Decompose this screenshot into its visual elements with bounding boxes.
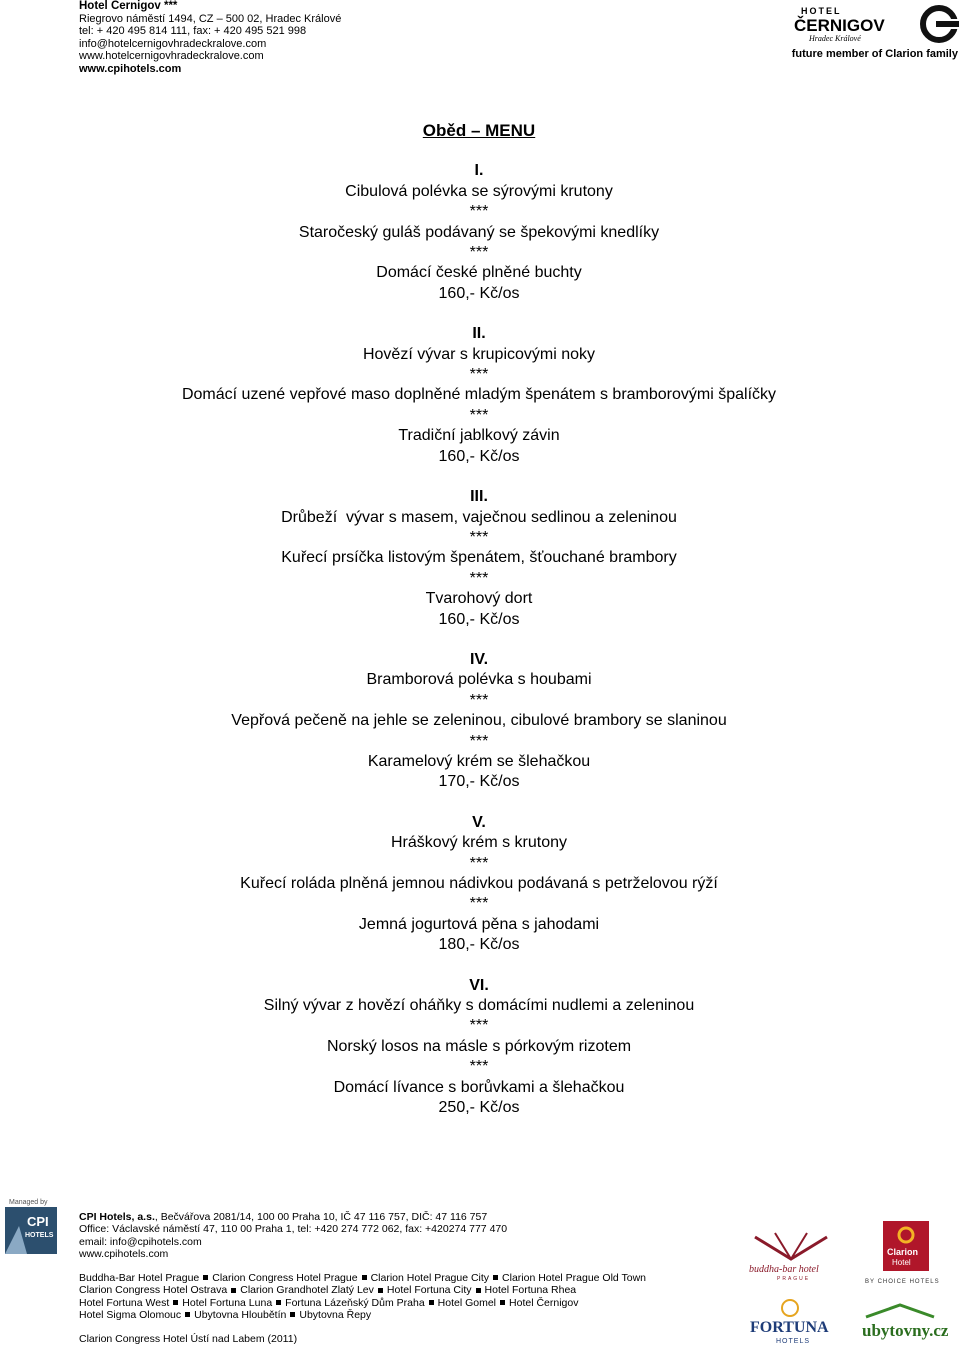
hotel-item: Fortuna Lázeňský Dům Praha bbox=[285, 1296, 425, 1309]
lunch-menu bbox=[0, 121, 958, 1138]
hotel-contact-block bbox=[79, 0, 341, 75]
separator: *** bbox=[469, 1058, 489, 1076]
bullet-icon bbox=[429, 1300, 434, 1305]
dessert: Tvarohový dort bbox=[425, 590, 533, 608]
main-course: Vepřová pečeně na jehle se zeleninou, cibulové brambory se slaninou bbox=[231, 712, 727, 730]
separator: *** bbox=[469, 691, 489, 709]
bullet-icon bbox=[276, 1300, 281, 1305]
price: 160,- Kč/os bbox=[438, 610, 520, 628]
main-course: Kuřecí roláda plněná jemnou nádivkou podávaná s petrželovou rýží bbox=[240, 875, 718, 892]
soup: Cibulová polévka se sýrovými krutony bbox=[345, 182, 613, 200]
hotel-item: Buddha-Bar Hotel Prague bbox=[79, 1272, 200, 1285]
hotel-item: Hotel Gomel bbox=[437, 1296, 497, 1309]
company-footer bbox=[79, 1211, 699, 1346]
tagline: future member of Clarion family bbox=[791, 48, 958, 60]
sun-icon bbox=[782, 1300, 798, 1316]
cpi-hotels-logo bbox=[5, 1196, 57, 1254]
clarion-text: Clarion bbox=[887, 1247, 919, 1257]
buddha-text: buddha-bar hotel bbox=[749, 1264, 819, 1275]
hotel-item: Ubytovna Hloubětín bbox=[194, 1309, 287, 1322]
dessert: Domácí lívance s borůvkami a šlehačkou bbox=[333, 1078, 625, 1096]
menu-section bbox=[0, 813, 958, 956]
hotel-item: Hotel Fortuna City bbox=[386, 1284, 472, 1297]
cpi-logo-sub: HOTELS bbox=[25, 1232, 54, 1239]
price: 170,- Kč/os bbox=[438, 773, 520, 791]
dessert: Karamelový krém se šlehačkou bbox=[367, 752, 591, 770]
menu-section bbox=[0, 161, 958, 304]
bullet-icon bbox=[476, 1288, 481, 1293]
dessert: Jemná jogurtová pěna s jahodami bbox=[358, 915, 600, 933]
section-number: VI. bbox=[469, 976, 489, 994]
dessert: Tradiční jablkový závin bbox=[398, 427, 560, 445]
hotel-item: Hotel Fortuna Luna bbox=[182, 1296, 273, 1309]
fortuna-hotels-logo bbox=[748, 1298, 832, 1346]
separator: *** bbox=[469, 528, 489, 546]
company-name: CPI Hotels, a.s. bbox=[79, 1211, 155, 1223]
hotel-cernigov-logo bbox=[793, 4, 959, 44]
hotel-item: Hotel Fortuna West bbox=[79, 1296, 170, 1309]
separator: *** bbox=[469, 895, 489, 913]
logo-cernigov-text: ČERNIGOV bbox=[794, 16, 885, 35]
footer-website[interactable]: www.cpihotels.com bbox=[79, 1247, 169, 1260]
section-number: V. bbox=[472, 813, 486, 831]
hotel-list-line bbox=[79, 1297, 699, 1309]
bullet-icon bbox=[290, 1312, 295, 1317]
separator: *** bbox=[469, 406, 489, 424]
bullet-icon bbox=[362, 1275, 367, 1280]
office-line: Office: Václavské náměstí 47, 110 00 Praha 1, tel: +420 274 772 062, fax: +420274 777 470 bbox=[79, 1223, 508, 1236]
dessert: Domácí české plněné buchty bbox=[376, 264, 582, 282]
logo-hotel-text: HOTEL bbox=[801, 6, 842, 16]
hotel-list-line bbox=[79, 1284, 699, 1296]
hotel-item: Hotel Fortuna Rhea bbox=[484, 1284, 577, 1297]
soup: Bramborová polévka s houbami bbox=[366, 671, 592, 689]
separator: *** bbox=[469, 244, 489, 262]
hotel-item: Clarion Hotel Prague Old Town bbox=[502, 1272, 647, 1285]
managed-by-text: Managed by bbox=[9, 1199, 48, 1206]
footer-last-line: Clarion Congress Hotel Ústí nad Labem (2011) bbox=[79, 1333, 298, 1346]
buddha-bar-logo bbox=[745, 1229, 837, 1281]
separator: *** bbox=[469, 732, 489, 750]
fortuna-sub-text: HOTELS bbox=[776, 1338, 811, 1345]
hotel-phone: tel: + 420 495 814 111, fax: + 420 495 521 998 bbox=[79, 25, 307, 37]
hotel-address: Riegrovo náměstí 1494, CZ – 500 02, Hradec Králové bbox=[79, 12, 342, 25]
bullet-icon bbox=[185, 1312, 190, 1317]
hotel-item: Clarion Hotel Prague City bbox=[370, 1272, 490, 1285]
clarion-hotel-text: Hotel bbox=[892, 1258, 911, 1267]
hotel-item: Clarion Grandhotel Zlatý Lev bbox=[240, 1284, 374, 1297]
hotel-item: Clarion Congress Hotel Ostrava bbox=[79, 1284, 228, 1297]
price: 250,- Kč/os bbox=[438, 1099, 520, 1117]
hotel-item: Hotel Sigma Olomouc bbox=[79, 1309, 182, 1322]
section-number: II. bbox=[472, 325, 486, 343]
bullet-icon bbox=[173, 1300, 178, 1305]
company-address: , Bečvářova 2081/14, 100 00 Praha 10, IČ 47 116 757, DIČ: 47 116 757 bbox=[154, 1211, 488, 1223]
soup: Drůbeží vývar s masem, vaječnou sedlinou a zeleninou bbox=[281, 508, 677, 526]
hotel-email[interactable]: info@hotelcernigovhradeckralove.com bbox=[79, 37, 267, 50]
separator: *** bbox=[469, 203, 489, 221]
choice-hotels-text: BY CHOICE HOTELS bbox=[865, 1279, 940, 1285]
hotel-name: Hotel Černigov *** bbox=[79, 0, 178, 12]
menu-section bbox=[0, 650, 958, 793]
menu-section bbox=[0, 487, 958, 630]
soup: Hovězí vývar s krupicovými noky bbox=[362, 345, 596, 363]
bullet-icon bbox=[231, 1288, 236, 1293]
hotel-item: Ubytovna Řepy bbox=[299, 1309, 372, 1322]
price: 160,- Kč/os bbox=[438, 284, 520, 302]
price: 180,- Kč/os bbox=[438, 936, 520, 954]
section-number: I. bbox=[474, 162, 484, 180]
separator: *** bbox=[469, 366, 489, 384]
ubytovny-logo bbox=[860, 1303, 956, 1347]
clarion-hotel-logo bbox=[865, 1219, 950, 1285]
separator: *** bbox=[469, 569, 489, 587]
hotel-website[interactable]: www.hotelcernigovhradeckralove.com bbox=[79, 50, 264, 62]
cpi-website[interactable]: www.cpihotels.com bbox=[79, 62, 182, 75]
bullet-icon bbox=[500, 1300, 505, 1305]
hotel-list-line bbox=[79, 1309, 699, 1321]
buddha-sub-text: PRAGUE bbox=[777, 1276, 811, 1281]
section-number: IV. bbox=[469, 650, 489, 668]
fortuna-text: FORTUNA bbox=[750, 1319, 829, 1336]
soup: Hráškový krém s krutony bbox=[390, 834, 568, 852]
logo-city-text: Hradec Králové bbox=[809, 34, 861, 43]
hotel-list-line bbox=[79, 1272, 699, 1284]
separator: *** bbox=[469, 854, 489, 872]
section-number: III. bbox=[470, 488, 488, 506]
bullet-icon bbox=[378, 1288, 383, 1293]
cpi-logo-text: CPI bbox=[27, 1214, 49, 1229]
menu-section bbox=[0, 324, 958, 467]
main-course: Kuřecí prsíčka listovým špenátem, šťouchané brambory bbox=[281, 549, 677, 567]
ubytovny-text: ubytovny.cz bbox=[862, 1321, 949, 1340]
main-course: Domácí uzené vepřové maso doplněné mladým špenátem s bramborovými špalíčky bbox=[181, 386, 777, 404]
main-course: Staročeský guláš podávaný se špekovými knedlíky bbox=[298, 223, 660, 241]
price: 160,- Kč/os bbox=[438, 447, 520, 465]
hotel-item: Hotel Černigov bbox=[509, 1296, 579, 1309]
separator: *** bbox=[469, 1017, 489, 1035]
company-line bbox=[79, 1211, 699, 1223]
footer-email[interactable]: email: info@cpihotels.com bbox=[79, 1235, 202, 1248]
bullet-icon bbox=[203, 1275, 208, 1280]
soup: Silný vývar z hovězí oháňky s domácími nudlemi a zeleninou bbox=[263, 997, 695, 1015]
bullet-icon bbox=[493, 1275, 498, 1280]
menu-section bbox=[0, 976, 958, 1119]
menu-title: Oběd – MENU bbox=[422, 121, 536, 140]
hotel-item: Clarion Congress Hotel Prague bbox=[212, 1272, 358, 1285]
main-course: Norský losos na másle s pórkovým rizotem bbox=[326, 1037, 632, 1055]
